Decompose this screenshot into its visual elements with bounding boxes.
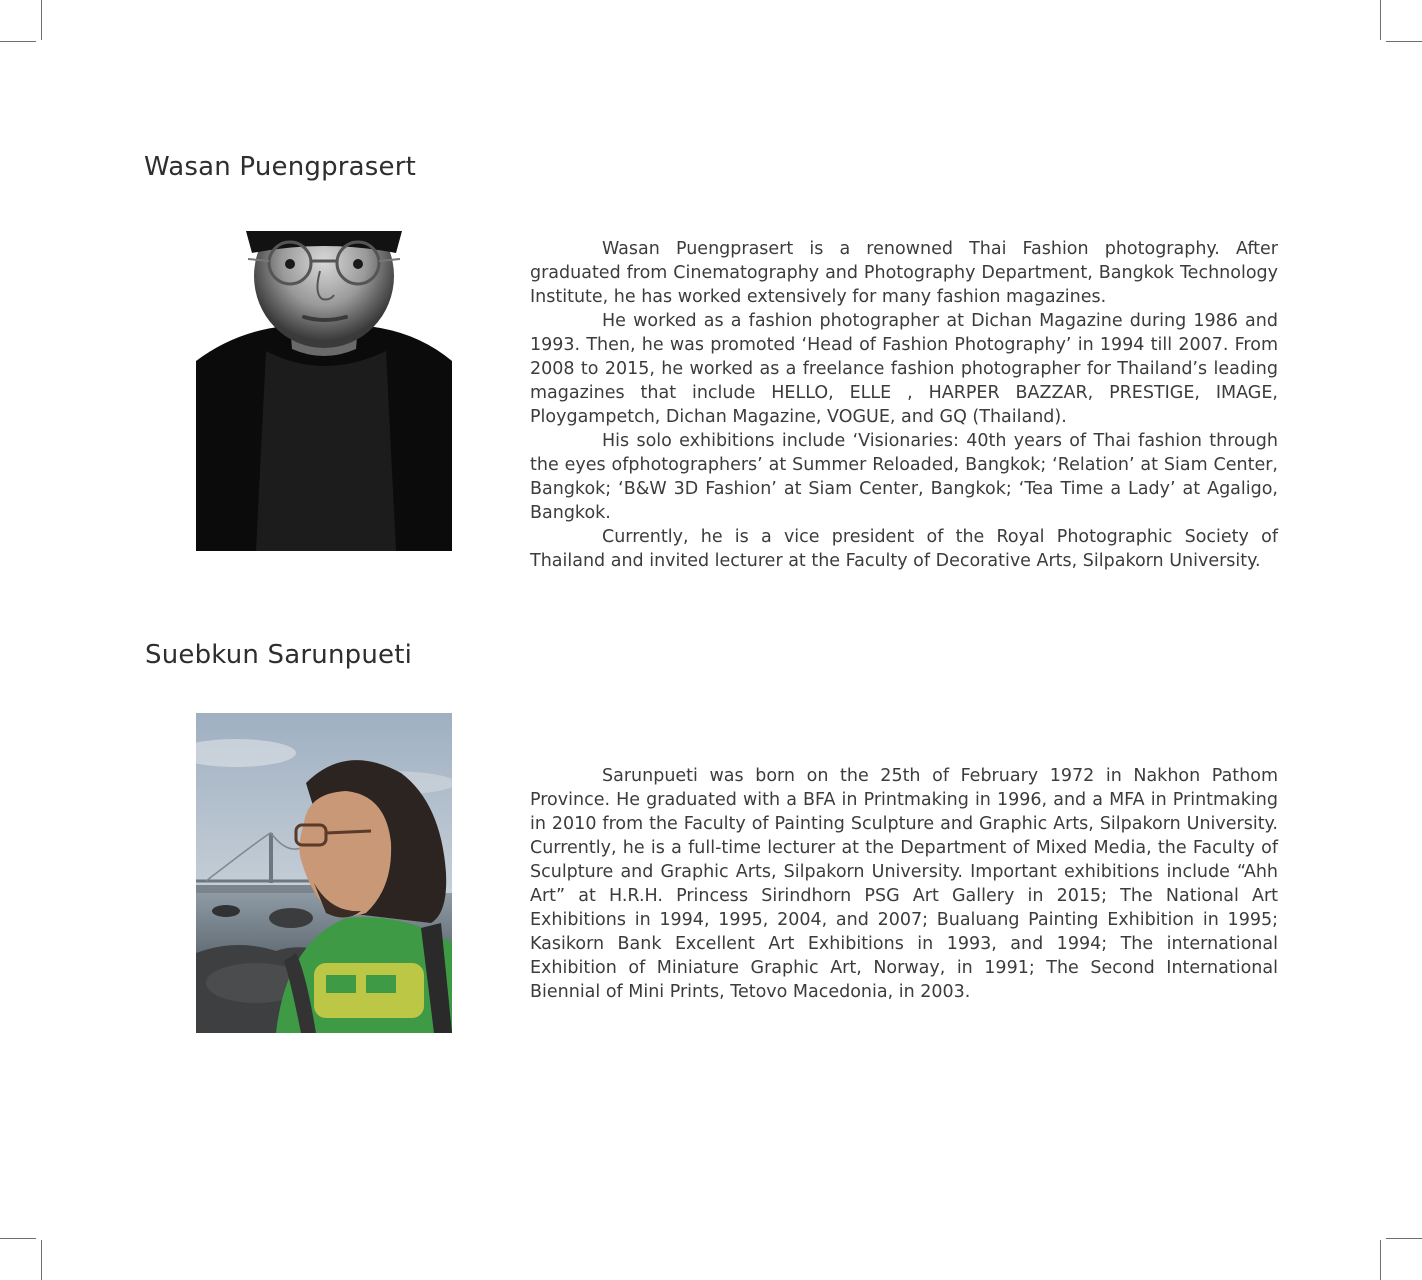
portrait-wasan-image xyxy=(196,231,452,551)
crop-mark-top-right-vertical xyxy=(1380,0,1381,40)
profile-name-wasan: Wasan Puengprasert xyxy=(144,152,417,182)
bio-text-wasan xyxy=(530,237,1278,573)
crop-mark-bottom-left-vertical xyxy=(41,1240,42,1280)
bio-paragraph: His solo exhibitions include ‘Visionaries: 40th years of Thai fashion through the eyes ofphotographers’ at Summer Reloaded, Bangkok; ‘Relation’ at Siam Center, Bangkok; ‘B&W 3D Fashion’ at Siam Center, Bangkok; ‘Tea Time a Lady’ at Agaligo, Bangkok. xyxy=(530,431,1278,523)
crop-mark-top-left-horizontal xyxy=(0,41,36,42)
bio-paragraph: He worked as a fashion photographer at Dichan Magazine during 1986 and 1993. Then, he was promoted ‘Head of Fashion Photography’ in 1994 till 2007. From 2008 to 2015, he worked as a freelance fashion photographer for Thailand’s leading magazines that include HELLO, ELLE , HARPER BAZZAR, PRESTIGE, IMAGE, Ploygampetch, Dichan Magazine, VOGUE, and GQ (Thailand). xyxy=(530,311,1278,427)
profile-name-suebkun: Suebkun Sarunpueti xyxy=(145,640,413,670)
crop-mark-bottom-right-vertical xyxy=(1380,1240,1381,1280)
bio-text-suebkun xyxy=(530,764,1278,1004)
crop-mark-bottom-left-horizontal xyxy=(0,1238,36,1239)
bio-paragraph: Currently, he is a vice president of the Royal Photographic Society of Thailand and invited lecturer at the Faculty of Decorative Arts, Silpakorn University. xyxy=(530,527,1278,571)
portrait-photo-wasan xyxy=(196,231,452,551)
portrait-suebkun-image xyxy=(196,713,452,1033)
bio-paragraph: Wasan Puengprasert is a renowned Thai Fashion photography. After graduated from Cinematography and Photography Department, Bangkok Technology Institute, he has worked extensively for many fashion magazines. xyxy=(530,239,1278,307)
crop-mark-top-left-vertical xyxy=(41,0,42,40)
portrait-photo-suebkun xyxy=(196,713,452,1033)
bio-paragraph: Sarunpueti was born on the 25th of February 1972 in Nakhon Pathom Province. He graduated with a BFA in Printmaking in 1996, and a MFA in Printmaking in 2010 from the Faculty of Painting Sculpture and Graphic Arts, Silpakorn University. Currently, he is a full-time lecturer at the Department of Mixed Media, the Faculty of Sculpture and Graphic Arts, Silpakorn University. Important exhibitions include “Ahh Art” at H.R.H. Princess Sirindhorn PSG Art Gallery in 2015; The National Art Exhibitions in 1994, 1995, 2004, and 2007; Bualuang Painting Exhibition in 1995; Kasikorn Bank Excellent Art Exhibitions in 1993, and 1994; The international Exhibition of Miniature Graphic Art, Norway, in 1991; The Second International Biennial of Mini Prints, Tetovo Macedonia, in 2003. xyxy=(530,766,1278,1002)
crop-mark-bottom-right-horizontal xyxy=(1386,1238,1422,1239)
crop-mark-top-right-horizontal xyxy=(1386,41,1422,42)
